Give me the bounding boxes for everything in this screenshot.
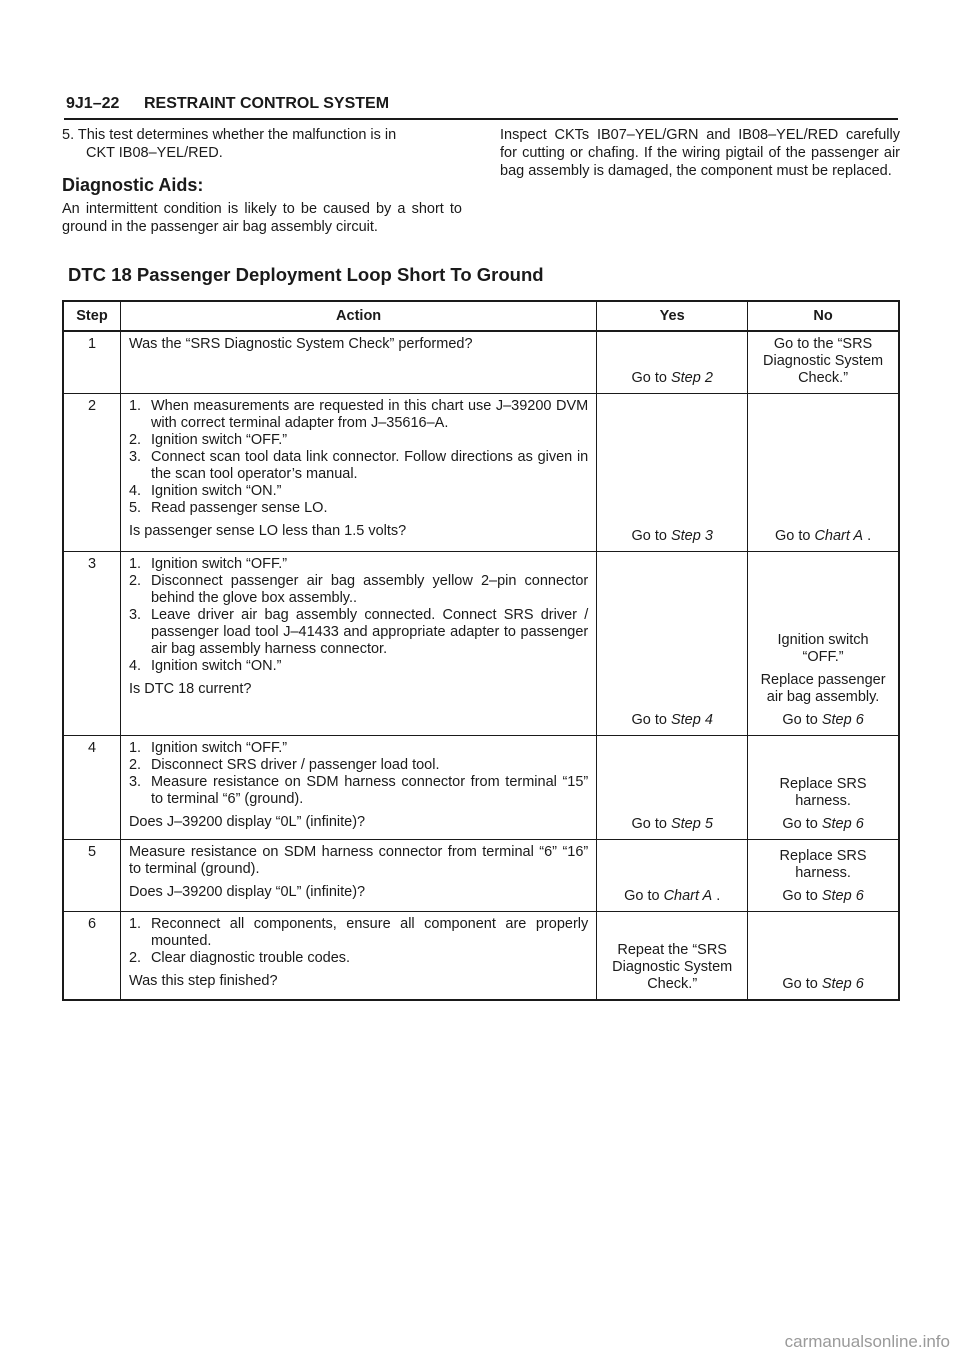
- no-cell: [748, 394, 899, 552]
- yes-step-link[interactable]: Step 5: [670, 816, 713, 832]
- no-instruction-2: Replace passenger air bag assembly.: [760, 672, 886, 705]
- step-number: 6: [63, 912, 120, 1000]
- yes-chart-link[interactable]: Chart A: [663, 888, 713, 904]
- no-cell: [748, 331, 899, 394]
- yes-cell: [597, 840, 748, 912]
- action-item: 1. Reconnect all components, ensure all component are properly mounted.: [128, 916, 589, 949]
- action-item: 1. Ignition switch “OFF.”: [128, 556, 288, 572]
- action-item: 2. Ignition switch “OFF.”: [128, 432, 288, 448]
- page-header: [64, 90, 898, 120]
- action-item: 4. Ignition switch “ON.”: [128, 483, 282, 499]
- yes-prefix: Go to: [631, 528, 671, 544]
- yes-step-link[interactable]: Step 3: [670, 528, 713, 544]
- section-title: RESTRAINT CONTROL SYSTEM: [144, 95, 390, 112]
- step-number: 3: [63, 552, 120, 736]
- action-question: Was this step finished?: [128, 973, 278, 989]
- note-5-line2: CKT IB08–YEL/RED.: [86, 145, 223, 161]
- no-text: Go to the “SRS Diagnostic System Check.”: [763, 336, 884, 386]
- intro-right-column: [500, 126, 900, 180]
- action-cell: [120, 736, 596, 840]
- chart-title: DTC 18 Passenger Deployment Loop Short To Ground: [68, 264, 544, 285]
- action-cell: [120, 331, 596, 394]
- table-row: [63, 552, 899, 736]
- table-row: [63, 394, 899, 552]
- no-prefix: Go to: [782, 975, 822, 992]
- header-action: Action: [120, 301, 596, 331]
- action-cell: [120, 552, 596, 736]
- table-row: [63, 912, 899, 1000]
- yes-suffix: .: [712, 888, 721, 904]
- step-number: 2: [63, 394, 120, 552]
- no-goto: Go to Step 6: [782, 816, 864, 832]
- no-goto: Go to Step 6: [782, 712, 864, 728]
- no-step-link[interactable]: Step 6: [821, 712, 864, 728]
- yes-cell: [597, 552, 748, 736]
- inspection-text: Inspect CKTs IB07–YEL/GRN and IB08–YEL/RED carefully for cutting or chafing. If the wiring pigtail of the passenger air bag assembly is damaged, the component must be replaced.: [500, 127, 900, 179]
- no-cell: [748, 552, 899, 736]
- table-row: [63, 840, 899, 912]
- no-step-link[interactable]: Step 6: [821, 888, 864, 904]
- no-chart-link[interactable]: Chart A: [814, 528, 864, 544]
- action-question: Is DTC 18 current?: [128, 681, 252, 697]
- yes-prefix: Go to: [624, 888, 664, 904]
- diagnostic-aids-heading: Diagnostic Aids:: [62, 175, 204, 195]
- yes-cell: [597, 394, 748, 552]
- action-item: 3. Measure resistance on SDM harness connector from terminal “15” to terminal “6” (ground).: [128, 774, 589, 807]
- no-prefix: Go to: [774, 528, 815, 544]
- section-code: 9J1–22: [66, 95, 120, 112]
- diagnostic-aids-text: An intermittent condition is likely to be caused by a short to ground in the passenger air bag assembly circuit.: [62, 201, 462, 235]
- note-5-line1: 5. This test determines whether the malfunction is in: [62, 127, 397, 143]
- no-instruction-1: Replace SRS harness.: [779, 848, 867, 881]
- header-no: No: [748, 301, 899, 331]
- action-item: 4. Ignition switch “ON.”: [128, 658, 282, 674]
- action-cell: [120, 912, 596, 1000]
- action-item: 1. Ignition switch “OFF.”: [128, 740, 288, 756]
- no-instruction-1: Ignition switch “OFF.”: [777, 632, 869, 665]
- yes-cell: [597, 912, 748, 1000]
- no-goto: Go to Step 6: [782, 888, 864, 904]
- action-question: Is passenger sense LO less than 1.5 volts?: [128, 523, 407, 539]
- action-cell: [120, 840, 596, 912]
- action-item: 5. Read passenger sense LO.: [128, 500, 328, 516]
- header-step: Step: [63, 301, 120, 331]
- yes-cell: [597, 736, 748, 840]
- yes-text: Repeat the “SRS Diagnostic System Check.”: [612, 941, 733, 992]
- action-item: 1. When measurements are requested in this chart use J–39200 DVM with correct terminal adapter from J–35616–A.: [128, 398, 589, 431]
- no-step-link[interactable]: Step 6: [821, 975, 864, 992]
- no-cell: [748, 840, 899, 912]
- action-text: Measure resistance on SDM harness connector from terminal “6” “16” to terminal (ground).: [128, 844, 589, 877]
- no-cell: [748, 912, 899, 1000]
- table-row: [63, 736, 899, 840]
- yes-prefix: Go to: [631, 816, 671, 832]
- step-number: 1: [63, 331, 120, 394]
- intro-left-column: [62, 126, 462, 236]
- table-row: [63, 331, 899, 394]
- header-yes: Yes: [597, 301, 748, 331]
- action-item: 2. Disconnect passenger air bag assembly yellow 2–pin connector behind the glove box assembly..: [128, 573, 589, 606]
- no-suffix: .: [863, 528, 872, 544]
- yes-step-link[interactable]: Step 2: [670, 370, 713, 386]
- diagnostic-table: [62, 300, 900, 1001]
- yes-prefix: Go to: [631, 712, 671, 728]
- action-item: 2. Clear diagnostic trouble codes.: [128, 950, 351, 966]
- yes-cell: [597, 331, 748, 394]
- step-number: 5: [63, 840, 120, 912]
- action-item: 3. Connect scan tool data link connector. Follow directions as given in the scan tool operator’s manual.: [128, 449, 589, 482]
- action-cell: [120, 394, 596, 552]
- step-number: 4: [63, 736, 120, 840]
- yes-prefix: Go to: [631, 370, 671, 386]
- action-question: Does J–39200 display “0L” (infinite)?: [128, 814, 366, 830]
- action-question: Does J–39200 display “0L” (infinite)?: [128, 884, 366, 900]
- no-instruction-1: Replace SRS harness.: [779, 776, 867, 809]
- table-header-row: [63, 301, 899, 331]
- no-step-link[interactable]: Step 6: [821, 816, 864, 832]
- no-cell: [748, 736, 899, 840]
- action-item: 2. Disconnect SRS driver / passenger load tool.: [128, 757, 440, 773]
- watermark: carmanualsonline.info: [784, 1332, 950, 1351]
- action-item: 3. Leave driver air bag assembly connected. Connect SRS driver / passenger load tool J–41433 and appropriate adapter to passenger air bag assembly harness connector.: [128, 607, 589, 657]
- action-question: Was the “SRS Diagnostic System Check” performed?: [128, 336, 473, 352]
- yes-step-link[interactable]: Step 4: [670, 712, 713, 728]
